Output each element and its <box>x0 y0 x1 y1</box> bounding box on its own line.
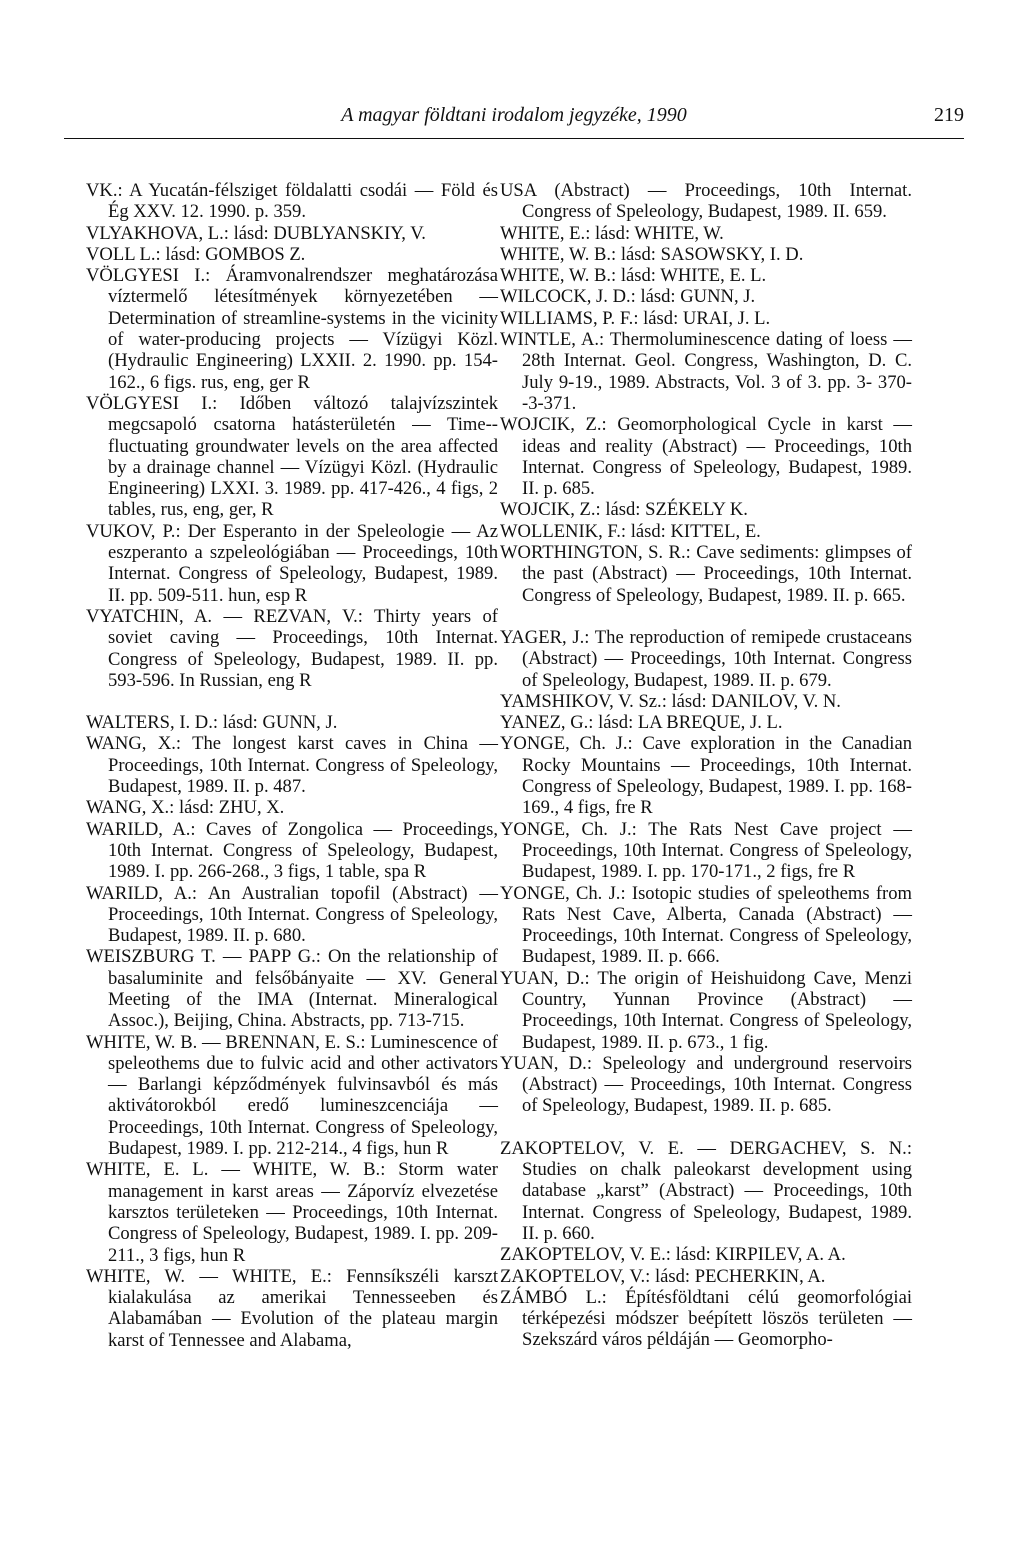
bibliography-entry: YONGE, Ch. J.: Isotopic studies of speleothems from Rats Nest Cave, Alberta, Canada (Abstract) — Proceedings, 10th Internat. Congress of Speleology, Budapest, 1989. II. p. 666. <box>500 882 912 968</box>
bibliography-entry: VLYAKHOVA, L.: lásd: DUBLYANSKIY, V. <box>86 222 426 244</box>
right-column <box>500 180 912 1351</box>
bibliography-entry: WILCOCK, J. D.: lásd: GUNN, J. <box>500 286 756 308</box>
bibliography-entry: YAMSHIKOV, V. Sz.: lásd: DANILOV, V. N. <box>500 690 841 712</box>
bibliography-entry: WINTLE, A.: Thermoluminescence dating of loess — 28th Internat. Geol. Congress, Washington, D. C. July 9-19., 1989. Abstracts, Vol. 3 of 3. pp. 3- 370--3-371. <box>500 329 912 414</box>
bibliography-entry: YONGE, Ch. J.: The Rats Nest Cave project — Proceedings, 10th Internat. Congress of Speleology, Budapest, 1989. I. pp. 170-171., 2 figs, fre R <box>500 818 912 883</box>
bibliography-entry: WHITE, E. L. — WHITE, W. B.: Storm water management in karst areas — Záporvíz elvezetése karsztos területeken — Proceedings, 10th Internat. Congress of Speleology, Budapest, 1989. I. pp. 209-211., 3 figs, hun R <box>86 1159 498 1266</box>
bibliography-entry: ZAKOPTELOV, V. E.: lásd: KIRPILEV, A. A. <box>500 1244 846 1266</box>
bibliography-entry: VUKOV, P.: Der Esperanto in der Speleologie — Az eszperanto a szpeleológiában — Proceedings, 10th Internat. Congress of Speleology, Budapest, 1989. II. pp. 509-511. hun, esp R <box>86 520 498 606</box>
bibliography-entry: ZÁMBÓ L.: Építésföldtani célú geomorfológiai térképezési módszer beépített löszös területen — Szekszárd város példáján — Geomorpho- <box>500 1286 912 1351</box>
bibliography-entry: YUAN, D.: The origin of Heishuidong Cave, Menzi Country, Yunnan Province (Abstract) — Proceedings, 10th Internat. Congress of Speleology, Budapest, 1989. II. p. 673., 1 fig. <box>500 967 912 1053</box>
bibliography-entry: WOJCIK, Z.: Geomorphological Cycle in karst — ideas and reality (Abstract) — Proceedings, 10th Internat. Congress of Speleology, Budapest, 1989. II. p. 685. <box>500 414 912 500</box>
left-column <box>86 180 498 1351</box>
bibliography-entry: ZAKOPTELOV, V. E. — DERGACHEV, S. N.: Studies on chalk paleokarst development using database „karst” (Abstract) — Proceedings, 10th Internat. Congress of Speleology, Budapest, 1989. II. p. 660. <box>500 1137 912 1244</box>
bibliography-entry: USA (Abstract) — Proceedings, 10th Internat. Congress of Speleology, Budapest, 1989. II. 659. <box>500 180 912 223</box>
bibliography-entry: VYATCHIN, A. — REZVAN, V.: Thirty years of soviet caving — Proceedings, 10th Internat. Congress of Speleology, Budapest, 1989. II. pp. 593-596. In Russian, eng R <box>86 605 498 691</box>
bibliography-entry: YAGER, J.: The reproduction of remipede crustaceans (Abstract) — Proceedings, 10th Internat. Congress of Speleology, Budapest, 1989. II. p. 679. <box>500 626 912 691</box>
bibliography-entry: WILLIAMS, P. F.: lásd: URAI, J. L. <box>500 307 771 329</box>
bibliography-entry: WARILD, A.: Caves of Zongolica — Proceedings, 10th Internat. Congress of Speleology, Budapest, 1989. I. pp. 266-268., 3 figs, 1 table, spa R <box>86 818 498 883</box>
bibliography-entry: WEISZBURG T. — PAPP G.: On the relationship of basaluminite and felsőbányaite — XV. General Meeting of the IMA (Internat. Mineralogical Assoc.), Beijing, China. Abstracts, pp. 713-715. <box>86 946 498 1032</box>
bibliography-entry: WHITE, E.: lásd: WHITE, W. <box>500 222 724 244</box>
bibliography-entry: VK.: A Yucatán-félsziget földalatti csodái — Föld és Ég XXV. 12. 1990. p. 359. <box>86 180 498 223</box>
running-title: A magyar földtani irodalom jegyzéke, 1990 <box>341 104 687 126</box>
bibliography-entry: WHITE, W. B.: lásd: SASOWSKY, I. D. <box>500 243 804 265</box>
bibliography-entry: WHITE, W. B. — BRENNAN, E. S.: Luminescence of speleothems due to fulvic acid and other activators — Barlangi képződmények fulvinsavból és más aktivátorokból eredő lumineszcenciája — Proceedings, 10th Internat. Congress of Speleology, Budapest, 1989. I. pp. 212-214., 4 figs, hun R <box>86 1031 498 1160</box>
bibliography-entry: WOLLENIK, F.: lásd: KITTEL, E. <box>500 520 761 542</box>
bibliography-entry: WOJCIK, Z.: lásd: SZÉKELY K. <box>500 499 748 521</box>
bibliography-entry: WORTHINGTON, S. R.: Cave sediments: glimpses of the past (Abstract) — Proceedings, 10th Internat. Congress of Speleology, Budapest, 1989. II. p. 665. <box>500 542 912 606</box>
bibliography-entry: VOLL L.: lásd: GOMBOS Z. <box>86 243 306 265</box>
page-number: 219 <box>934 104 964 126</box>
bibliography-entry: WANG, X.: lásd: ZHU, X. <box>86 797 285 819</box>
bibliography-entry: WANG, X.: The longest karst caves in China — Proceedings, 10th Internat. Congress of Speleology, Budapest, 1989. II. p. 487. <box>86 733 498 798</box>
bibliography-entry: ZAKOPTELOV, V.: lásd: PECHERKIN, A. <box>500 1265 826 1287</box>
page-header <box>64 102 964 142</box>
header-rule <box>64 138 964 139</box>
bibliography-entry: VÖLGYESI I.: Időben változó talajvízszintek megcsapoló csatorna hatásterületén — Time--fluctuating groundwater levels on the area affected by a drainage channel — Vízügyi Közl. (Hydraulic Engineering) LXXI. 3. 1989. pp. 417-426., 4 figs, 2 tables, rus, eng, ger, R <box>86 392 498 521</box>
bibliography-entry: VÖLGYESI I.: Áramvonalrendszer meghatározása víztermelő létesítmények környezetében — Determination of streamline-systems in the vicinity of water-producing projects — Vízügyi Közl. (Hydraulic Engineering) LXXII. 2. 1990. pp. 154-162., 6 figs. rus, eng, ger R <box>86 265 498 393</box>
bibliography-entry: YANEZ, G.: lásd: LA BREQUE, J. L. <box>500 712 783 734</box>
bibliography-entry: WHITE, W. B.: lásd: WHITE, E. L. <box>500 265 767 287</box>
bibliography-entry: YUAN, D.: Speleology and underground reservoirs (Abstract) — Proceedings, 10th Internat. Congress of Speleology, Budapest, 1989. II. p. 685. <box>500 1052 912 1117</box>
bibliography-entry: YONGE, Ch. J.: Cave exploration in the Canadian Rocky Mountains — Proceedings, 10th Internat. Congress of Speleology, Budapest, 1989. I. pp. 168-169., 4 figs, fre R <box>500 733 912 819</box>
bibliography-entry: WARILD, A.: An Australian topofil (Abstract) — Proceedings, 10th Internat. Congress of Speleology, Budapest, 1989. II. p. 680. <box>86 882 498 947</box>
bibliography-entry: WALTERS, I. D.: lásd: GUNN, J. <box>86 712 338 734</box>
bibliography-entry: WHITE, W. — WHITE, E.: Fennsíkszéli karszt kialakulása az amerikai Tennesseeben és Alabamában — Evolution of the plateau margin karst of Tennessee and Alabama, <box>86 1265 498 1351</box>
